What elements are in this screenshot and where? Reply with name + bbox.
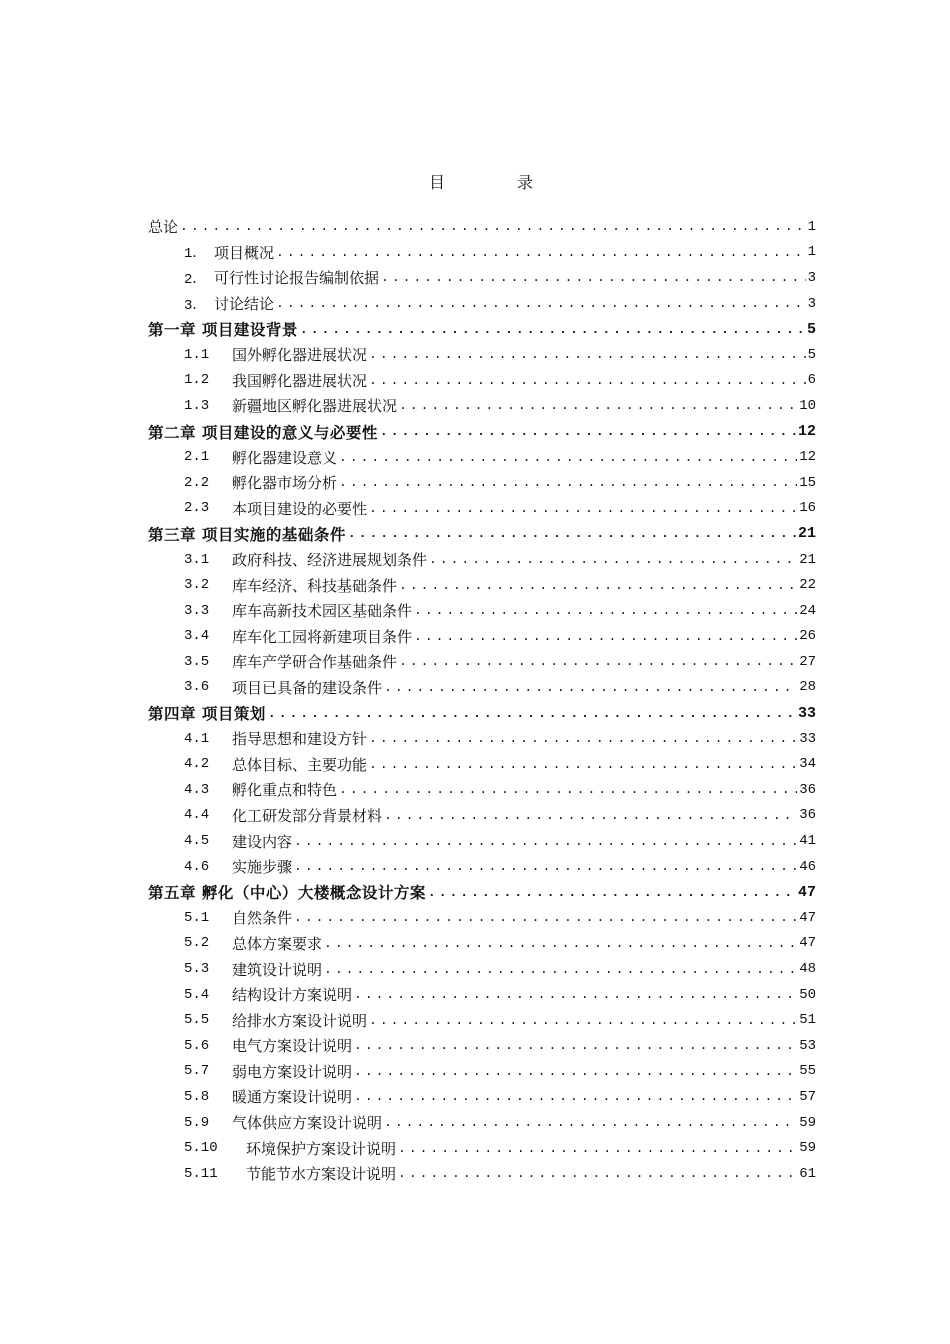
- toc-page-number: 33: [797, 704, 816, 722]
- toc-entry-label: 库车高新技术园区基础条件: [232, 602, 413, 621]
- dot-leader: [399, 398, 797, 413]
- toc-entry[interactable]: [148, 1135, 816, 1161]
- toc-entry-number: 5.3: [184, 961, 210, 978]
- toc-page-number: 47: [799, 909, 816, 926]
- toc-entry-label: 实施步骤: [232, 858, 293, 877]
- toc-page-number: 24: [799, 602, 816, 619]
- toc-entry-number: 4.6: [184, 858, 210, 875]
- toc-page-number: 51: [799, 1012, 816, 1029]
- dot-leader: [300, 322, 805, 337]
- dot-leader: [276, 296, 806, 311]
- toc-page-number: 34: [799, 756, 816, 773]
- toc-chapter-label: 第四章 项目策划: [148, 704, 266, 724]
- toc-entry[interactable]: [148, 1084, 816, 1110]
- dot-leader: [324, 962, 797, 977]
- dot-leader: [180, 219, 806, 234]
- toc-entry-number: 4.2: [184, 756, 210, 773]
- dot-leader: [294, 910, 797, 925]
- dot-leader: [294, 834, 797, 849]
- page-title: 目 录: [428, 173, 561, 192]
- toc-entry[interactable]: [148, 1007, 816, 1033]
- toc-entry-label: 新疆地区孵化器进展状况: [232, 397, 398, 416]
- dot-leader: [276, 245, 806, 260]
- toc-page-number: 3: [807, 269, 816, 286]
- toc-entry-label: 本项目建设的必要性: [232, 499, 368, 518]
- dot-leader: [339, 782, 797, 797]
- toc-entry-number: 1．: [184, 246, 207, 263]
- toc-entry-number: 3.2: [184, 577, 210, 594]
- toc-entry[interactable]: [148, 956, 816, 982]
- toc-page-number: 3: [807, 295, 816, 312]
- dot-leader: [399, 578, 797, 593]
- toc-page-number: 47: [797, 883, 816, 901]
- toc-page-number: 36: [799, 807, 816, 824]
- dot-leader: [354, 1089, 797, 1104]
- dot-leader: [354, 987, 797, 1002]
- toc-entry-number: 4.4: [184, 807, 210, 824]
- toc-entry[interactable]: [148, 291, 816, 317]
- toc-page-number: 10: [799, 397, 816, 414]
- toc-entry-label: 孵化器市场分析: [232, 474, 338, 493]
- toc-chapter-label: 第二章 项目建设的意义与必要性: [148, 422, 378, 442]
- toc-entry[interactable]: [148, 803, 816, 829]
- toc-page-number: 59: [799, 1140, 816, 1157]
- toc-entry-label: 孵化重点和特色: [232, 781, 338, 800]
- toc-chapter-label: 第三章 项目实施的基础条件: [148, 524, 346, 544]
- toc-entry-label: 环境保护方案设计说明: [246, 1139, 397, 1158]
- toc-entry-number: 5.7: [184, 1063, 210, 1080]
- toc-entry-number: 4.3: [184, 781, 210, 798]
- toc-entry-number: 1.1: [184, 346, 210, 363]
- toc-entry-label: 国外孵化器进展状况: [232, 346, 368, 365]
- dot-leader: [354, 1038, 797, 1053]
- toc-entry-number: 5.9: [184, 1114, 210, 1131]
- toc-page-number: 55: [799, 1063, 816, 1080]
- toc-entry-label: 自然条件: [232, 909, 293, 928]
- toc-entry-label: 结构设计方案说明: [232, 986, 353, 1005]
- toc-entry[interactable]: [148, 982, 816, 1008]
- toc-entry-label: 电气方案设计说明: [232, 1037, 353, 1056]
- toc-entry[interactable]: [148, 931, 816, 957]
- toc-page-number: 6: [807, 372, 816, 389]
- dot-leader: [380, 424, 796, 439]
- toc-entry-number: 5.6: [184, 1037, 210, 1054]
- dot-leader: [339, 450, 797, 465]
- toc-page-number: 46: [799, 858, 816, 875]
- toc-entry-number: 2．: [184, 271, 207, 288]
- toc-chapter-label: 第五章 孵化（中心）大楼概念设计方案: [148, 883, 426, 903]
- toc-page-number: 5: [807, 346, 816, 363]
- dot-leader: [268, 706, 796, 721]
- dot-leader: [324, 936, 797, 951]
- dot-leader: [369, 347, 806, 362]
- toc-page-number: 50: [799, 986, 816, 1003]
- dot-leader: [369, 731, 797, 746]
- toc-page-number: 5: [806, 320, 816, 338]
- toc-page-number: 1: [807, 218, 816, 235]
- toc-page-number: 12: [799, 449, 816, 466]
- toc-entry-label: 气体供应方案设计说明: [232, 1114, 383, 1133]
- toc-entry[interactable]: [148, 496, 816, 522]
- dot-leader: [428, 885, 796, 900]
- dot-leader: [381, 270, 806, 285]
- toc-entry-number: 3.5: [184, 653, 210, 670]
- dot-leader: [429, 552, 797, 567]
- toc-page-number: 59: [799, 1114, 816, 1131]
- toc-entry-label: 库车经济、科技基础条件: [232, 576, 398, 595]
- toc-entry[interactable]: [148, 1033, 816, 1059]
- toc-page-number: 21: [799, 551, 816, 568]
- toc-entry-label: 讨论结论: [214, 295, 275, 314]
- toc-entry-label: 弱电方案设计说明: [232, 1062, 353, 1081]
- toc-page-number: 22: [799, 577, 816, 594]
- toc-entry-number: 4.1: [184, 730, 210, 747]
- toc-entry[interactable]: [148, 828, 816, 854]
- toc-entry[interactable]: [148, 854, 816, 880]
- toc-entry-number: 3.6: [184, 679, 210, 696]
- toc-entry-label: 库车化工园将新建项目条件: [232, 627, 413, 646]
- toc-entry-number: 5.11: [184, 1165, 218, 1182]
- toc-page-number: 26: [799, 628, 816, 645]
- dot-leader: [384, 1115, 797, 1130]
- toc-entry-number: 3．: [184, 297, 207, 314]
- toc-entry-label: 项目概况: [214, 243, 275, 262]
- toc-entry-number: 4.5: [184, 833, 210, 850]
- dot-leader: [339, 475, 797, 490]
- toc-page-number: 1: [807, 244, 816, 261]
- toc-entry-number: 5.4: [184, 986, 210, 1003]
- toc-entry-label: 建设内容: [232, 832, 293, 851]
- dot-leader: [399, 654, 797, 669]
- toc-chapter-5[interactable]: [148, 879, 816, 905]
- toc-entry-label: 建筑设计说明: [232, 960, 323, 979]
- dot-leader: [369, 373, 806, 388]
- toc-entry-label: 总体方案要求: [232, 934, 323, 953]
- toc-entry[interactable]: [148, 905, 816, 931]
- toc-entry[interactable]: [148, 547, 816, 573]
- toc-entry-label: 节能节水方案设计说明: [246, 1165, 397, 1184]
- toc-entry-label: 暖通方案设计说明: [232, 1088, 353, 1107]
- toc-chapter-2[interactable]: [148, 419, 816, 445]
- toc-entry[interactable]: [148, 1110, 816, 1136]
- toc-entry[interactable]: [148, 265, 816, 291]
- dot-leader: [348, 526, 796, 541]
- toc-entry-label: 给排水方案设计说明: [232, 1011, 368, 1030]
- toc-entry-number: 5.10: [184, 1140, 218, 1157]
- toc-entry-label: 孵化器建设意义: [232, 448, 338, 467]
- toc-entry-number: 5.1: [184, 909, 210, 926]
- toc-entry[interactable]: [148, 393, 816, 419]
- toc-entry[interactable]: [148, 598, 816, 624]
- toc-entry-label: 总体目标、主要功能: [232, 755, 368, 774]
- toc-entry[interactable]: [148, 1059, 816, 1085]
- toc-page-number: 36: [799, 781, 816, 798]
- toc-entry-label: 指导思想和建设方针: [232, 730, 368, 749]
- toc-chapter-1[interactable]: [148, 316, 816, 342]
- toc-page-number: 27: [799, 653, 816, 670]
- toc-chapter-4[interactable]: [148, 700, 816, 726]
- table-of-contents: [148, 214, 816, 1187]
- toc-entry[interactable]: [148, 649, 816, 675]
- dot-leader: [369, 757, 797, 772]
- toc-entry-intro[interactable]: [148, 214, 816, 240]
- toc-entry[interactable]: [148, 726, 816, 752]
- toc-entry-number: 5.5: [184, 1012, 210, 1029]
- toc-entry[interactable]: [148, 675, 816, 701]
- toc-entry[interactable]: [148, 624, 816, 650]
- dot-leader: [398, 1141, 797, 1156]
- toc-entry-number: 5.8: [184, 1088, 210, 1105]
- toc-page-number: 33: [799, 730, 816, 747]
- toc-entry[interactable]: [148, 1161, 816, 1187]
- toc-page-number: 48: [799, 961, 816, 978]
- toc-page-number: 28: [799, 679, 816, 696]
- toc-entry[interactable]: [148, 444, 816, 470]
- toc-entry[interactable]: [148, 572, 816, 598]
- toc-page-number: 53: [799, 1037, 816, 1054]
- dot-leader: [384, 808, 797, 823]
- toc-entry-number: 2.1: [184, 449, 210, 466]
- dot-leader: [398, 1166, 797, 1181]
- toc-entry[interactable]: [148, 368, 816, 394]
- toc-entry-label: 政府科技、经济进展规划条件: [232, 551, 428, 570]
- dot-leader: [369, 1013, 797, 1028]
- toc-page-number: 15: [799, 474, 816, 491]
- toc-entry-number: 3.1: [184, 551, 210, 568]
- dot-leader: [294, 859, 797, 874]
- toc-entry[interactable]: [148, 751, 816, 777]
- dot-leader: [384, 680, 797, 695]
- dot-leader: [369, 501, 797, 516]
- toc-entry[interactable]: [148, 777, 816, 803]
- toc-page-number: 47: [799, 935, 816, 952]
- toc-entry-label: 库车产学研合作基础条件: [232, 653, 398, 672]
- dot-leader: [414, 603, 797, 618]
- toc-entry-number: 2.3: [184, 500, 210, 517]
- toc-entry-label: 总论: [148, 218, 179, 237]
- toc-entry-number: 1.2: [184, 372, 210, 389]
- toc-entry[interactable]: [148, 342, 816, 368]
- toc-entry-label: 可行性讨论报告编制依据: [214, 269, 380, 288]
- toc-page-number: 16: [799, 500, 816, 517]
- toc-page-number: 41: [799, 833, 816, 850]
- toc-chapter-3[interactable]: [148, 521, 816, 547]
- toc-page-number: 61: [799, 1165, 816, 1182]
- toc-page-number: 12: [797, 423, 816, 441]
- toc-entry-number: 1.3: [184, 397, 210, 414]
- toc-page-number: 57: [799, 1088, 816, 1105]
- toc-entry-label: 项目已具备的建设条件: [232, 678, 383, 697]
- toc-entry-number: 3.4: [184, 628, 210, 645]
- toc-entry[interactable]: [148, 240, 816, 266]
- dot-leader: [354, 1064, 797, 1079]
- toc-entry-number: 2.2: [184, 474, 210, 491]
- toc-chapter-label: 第一章 项目建设背景: [148, 320, 298, 340]
- toc-entry-number: 5.2: [184, 935, 210, 952]
- toc-entry[interactable]: [148, 470, 816, 496]
- toc-entry-number: 3.3: [184, 602, 210, 619]
- toc-page-number: 21: [797, 525, 816, 543]
- dot-leader: [414, 629, 797, 644]
- toc-entry-label: 化工研发部分背景材料: [232, 806, 383, 825]
- toc-entry-label: 我国孵化器进展状况: [232, 371, 368, 390]
